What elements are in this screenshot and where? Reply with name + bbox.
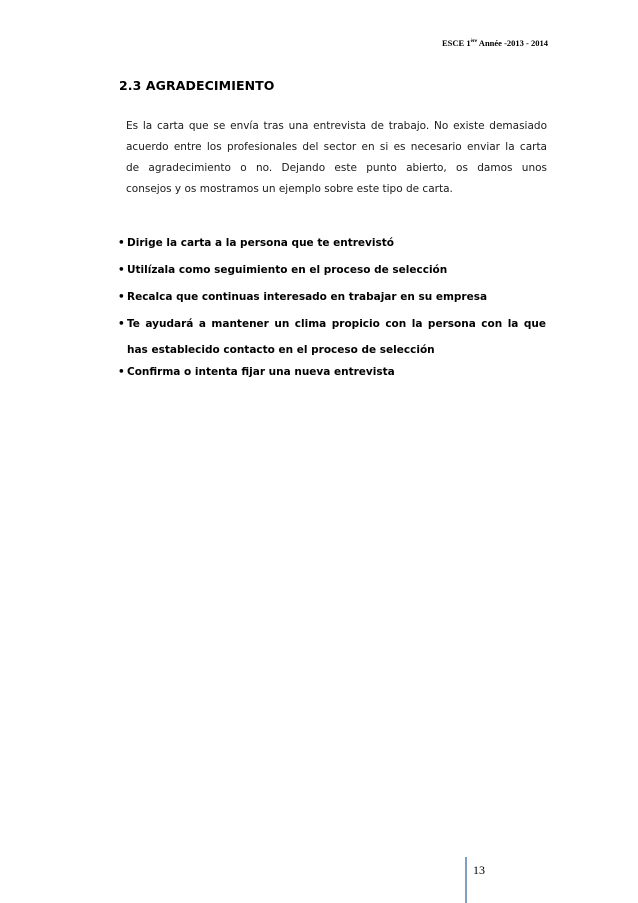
header-prefix: ESCE 1	[441, 38, 471, 48]
body-paragraph	[126, 116, 547, 200]
paragraph-line: Es la carta que se envía tras una entrevista de trabajo. No existe demasiado	[126, 120, 547, 132]
bullet-item	[118, 232, 546, 259]
page-number: 13	[473, 863, 485, 877]
bullet-list	[118, 232, 546, 388]
page-header	[442, 38, 548, 48]
bullet-icon: •	[118, 237, 125, 249]
bullet-icon: •	[118, 366, 125, 378]
bullet-text: Recalca que continuas interesado en trabajar en su empresa	[127, 291, 488, 303]
bullet-icon: •	[118, 318, 125, 330]
bullet-item	[118, 313, 546, 361]
bullet-text: Dirige la carta a la persona que te entrevistó	[127, 237, 394, 249]
bullet-item	[118, 259, 546, 286]
paragraph-line: de agradecimiento o no. Dejando este punto abierto, os damos unos	[126, 162, 547, 174]
bullet-text: Te ayudará a mantener un clima propicio con la persona con la que	[127, 318, 546, 330]
bullet-icon: •	[118, 264, 125, 276]
section-title: 2.3 AGRADECIMIENTO	[119, 78, 275, 93]
paragraph-line: consejos y os mostramos un ejemplo sobre este tipo de carta.	[126, 183, 453, 195]
bullet-text-continuation: has establecido contacto en el proceso de selección	[127, 344, 435, 356]
bullet-text: Utilízala como seguimiento en el proceso de selección	[127, 264, 448, 276]
page-number-bar	[465, 857, 467, 903]
header-superscript: ère	[470, 39, 478, 45]
bullet-icon: •	[118, 291, 125, 303]
header-suffix: Année -2013 - 2014	[477, 38, 548, 48]
bullet-item	[118, 361, 546, 388]
bullet-text: Confirma o intenta fijar una nueva entrevista	[127, 366, 395, 378]
bullet-item	[118, 286, 546, 313]
paragraph-line: acuerdo entre los profesionales del sector en si es necesario enviar la carta	[126, 141, 547, 153]
